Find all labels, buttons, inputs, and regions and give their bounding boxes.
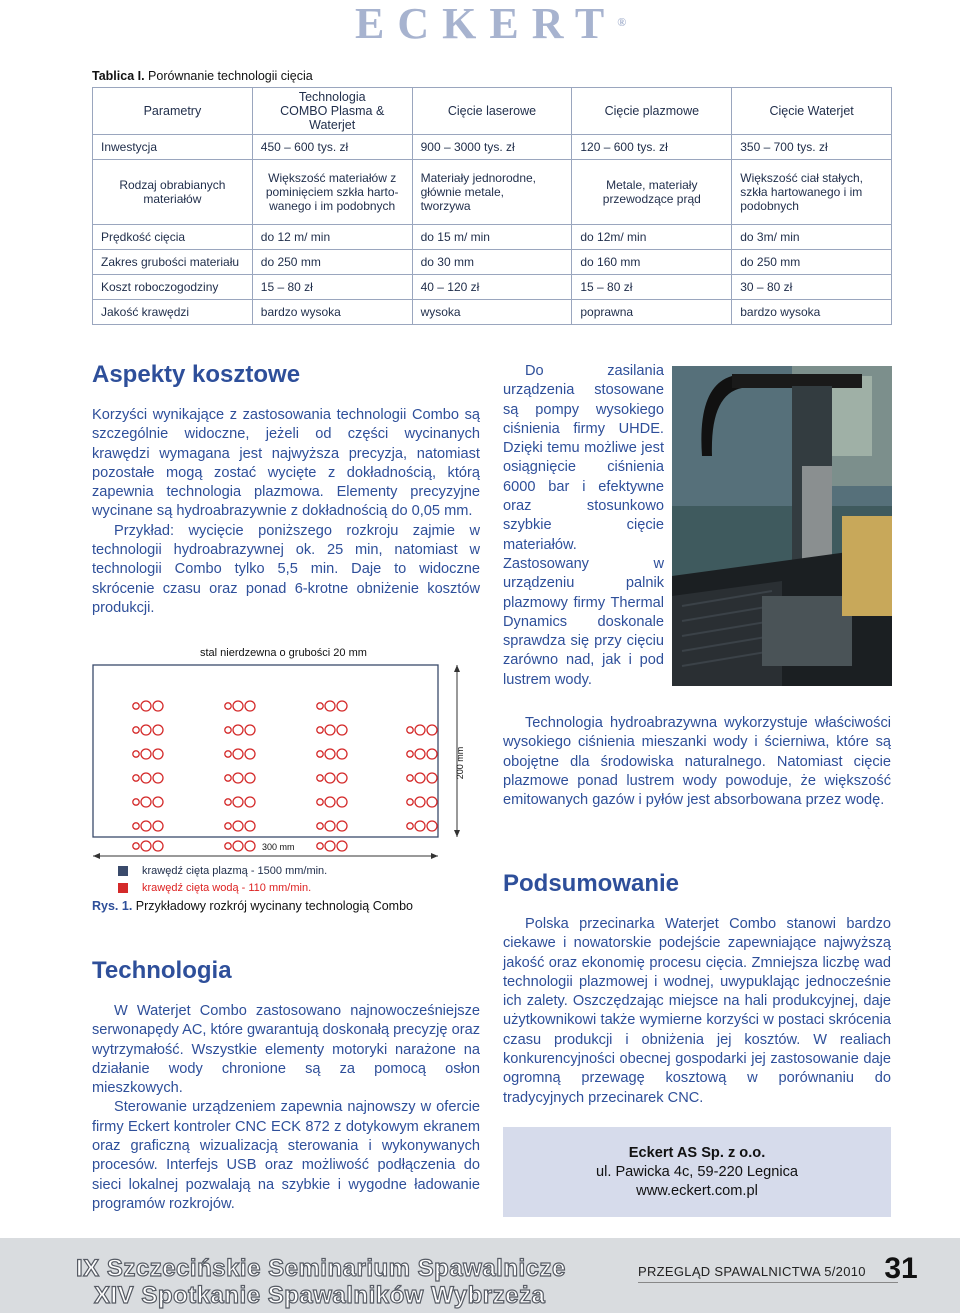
large-hole bbox=[325, 821, 335, 831]
paragraph: Polska przecinarka Waterjet Combo stanowi bardzo ciekawe i nowatorskie podejście zapewniające najwyższą jakość oraz ekonomię procesu cięcia. Zmniejsza liczbę wad technologii plazmowej i wodnej, uwypuklając jednocześnie ich zalety. Oszczędzając miejsce na hali produkcyjnej, daje użytkownikowi także wymierne korzyści w postaci skrócenia czasu produkcji i obniżenia jej kosztów. W realiach konkurencyjności obecnej gospodarki jej zastosowanie daje ogromną przewagę kosztową w porównaniu do tradycyjnych przecinarek CNC. bbox=[503, 916, 891, 1106]
company-website: www.eckert.com.pl bbox=[636, 1182, 758, 1199]
header-cell: Cięcie Waterjet bbox=[732, 88, 892, 135]
section-heading-technologia: Technologia bbox=[92, 957, 232, 984]
paragraph: Przykład: wycięcie poniższego rozkroju zajmie w technologii hydroabrazywnej ok. 25 min, natomiast w technologii Combo tylko 5,5 min. Daje to widoczne skrócenie czasu oraz ponad 6-krotne obniżenie kosztów produkcji. bbox=[92, 522, 480, 616]
figure-caption-text: Przykładowy rozkrój wycinany technologią Combo bbox=[132, 899, 413, 913]
large-hole bbox=[427, 749, 437, 759]
small-hole bbox=[225, 703, 231, 709]
large-hole bbox=[233, 797, 243, 807]
large-hole bbox=[325, 725, 335, 735]
eckert-logo bbox=[355, 2, 625, 46]
table-cell: do 160 mm bbox=[572, 250, 732, 275]
table-cell: 450 – 600 tys. zł bbox=[252, 135, 412, 160]
figure-title: stal nierdzewna o grubości 20 mm bbox=[200, 647, 367, 659]
table-cell: do 12m/ min bbox=[572, 225, 732, 250]
large-hole bbox=[233, 841, 243, 851]
large-hole bbox=[141, 701, 151, 711]
small-hole bbox=[317, 751, 323, 757]
small-hole bbox=[225, 727, 231, 733]
registered-mark: ® bbox=[617, 15, 627, 29]
cutting-layout-figure bbox=[92, 662, 462, 852]
large-hole bbox=[325, 701, 335, 711]
large-hole bbox=[427, 821, 437, 831]
table-caption-number: Tablica I. bbox=[92, 69, 145, 83]
large-hole bbox=[325, 797, 335, 807]
page-number: 31 bbox=[884, 1252, 918, 1285]
large-hole bbox=[427, 725, 437, 735]
table-cell: do 3m/ min bbox=[732, 225, 892, 250]
legend-label-plasma: krawędź cięta plazmą - 1500 mm/min. bbox=[142, 864, 328, 877]
large-hole bbox=[141, 773, 151, 783]
small-hole bbox=[225, 775, 231, 781]
table-cell: do 250 mm bbox=[252, 250, 412, 275]
table-cell: 15 – 80 zł bbox=[572, 275, 732, 300]
header-cell: Technologia COMBO Plasma & Waterjet bbox=[252, 88, 412, 135]
large-hole bbox=[245, 797, 255, 807]
large-hole bbox=[153, 701, 163, 711]
small-hole bbox=[317, 799, 323, 805]
table-caption bbox=[92, 69, 313, 83]
machine-photo bbox=[672, 366, 892, 686]
large-hole bbox=[415, 821, 425, 831]
large-hole bbox=[325, 749, 335, 759]
figure-caption-number: Rys. 1. bbox=[92, 899, 133, 913]
large-hole bbox=[415, 749, 425, 759]
large-hole bbox=[337, 821, 347, 831]
large-hole bbox=[337, 841, 347, 851]
table-cell: 30 – 80 zł bbox=[732, 275, 892, 300]
table-cell: 120 – 600 tys. zł bbox=[572, 135, 732, 160]
table-cell: Metale, materiały przewodzące prąd bbox=[572, 160, 732, 225]
figure-caption bbox=[92, 899, 413, 913]
technologia-text bbox=[92, 1002, 480, 1214]
small-hole bbox=[407, 727, 413, 733]
large-hole bbox=[153, 773, 163, 783]
large-hole bbox=[141, 725, 151, 735]
sheet-outline bbox=[93, 665, 438, 837]
table-row bbox=[93, 225, 892, 250]
small-hole bbox=[407, 799, 413, 805]
arrow-head bbox=[454, 830, 460, 837]
table-cell: wysoka bbox=[412, 300, 572, 325]
table-row bbox=[93, 275, 892, 300]
table-cell: bardzo wysoka bbox=[252, 300, 412, 325]
table-row bbox=[93, 135, 892, 160]
large-hole bbox=[415, 725, 425, 735]
large-hole bbox=[337, 725, 347, 735]
small-hole bbox=[317, 775, 323, 781]
right-text-narrow bbox=[503, 362, 664, 690]
table-caption-text: Porównanie technologii cięcia bbox=[144, 69, 313, 83]
large-hole bbox=[141, 749, 151, 759]
large-hole bbox=[233, 773, 243, 783]
small-hole bbox=[133, 799, 139, 805]
aspekty-text bbox=[92, 406, 480, 618]
large-hole bbox=[153, 725, 163, 735]
row-label: Prędkość cięcia bbox=[93, 225, 253, 250]
header-cell: Cięcie plazmowe bbox=[572, 88, 732, 135]
table-cell: Materiały jednorodne, głównie metale, tworzywa bbox=[412, 160, 572, 225]
legend-item-plasma bbox=[118, 862, 327, 879]
large-hole bbox=[233, 821, 243, 831]
small-hole bbox=[133, 843, 139, 849]
legend-swatch-plasma bbox=[118, 866, 128, 876]
small-hole bbox=[225, 843, 231, 849]
table-cell: Większość ciał stałych, szkła hartowanego i im podobnych bbox=[732, 160, 892, 225]
row-label: Zakres grubości materiału bbox=[93, 250, 253, 275]
table-cell: 15 – 80 zł bbox=[252, 275, 412, 300]
row-label: Jakość krawędzi bbox=[93, 300, 253, 325]
small-hole bbox=[317, 823, 323, 829]
table-cell: do 12 m/ min bbox=[252, 225, 412, 250]
small-hole bbox=[133, 823, 139, 829]
arrow-head bbox=[431, 853, 438, 859]
magazine-name: PRZEGLĄD SPAWALNICTWA 5/2010 bbox=[638, 1264, 866, 1279]
paragraph: W Waterjet Combo zastosowano najnowocześniejsze serwonapędy AC, które gwarantują doskonałą precyzję oraz wytrzymałość. Wszystkie elementy motoryki narażone na działanie wody chronione są za pomocą osłon mieszkowych. bbox=[92, 1003, 480, 1097]
table-row bbox=[93, 250, 892, 275]
large-hole bbox=[245, 701, 255, 711]
paragraph: Korzyści wynikające z zastosowania technologii Combo są szczególnie widoczne, jeżeli od części wycinanych krawędzi wymagana jest najwyższa precyzja, natomiast pozostałe mogą zostać wycięte z dokładnością, którą zapewnia technologia plazmowa. Elementy precyzyjne wycinane są hydroabrazywnie z dokładnością do 0,05 mm. bbox=[92, 407, 480, 520]
large-hole bbox=[337, 773, 347, 783]
large-hole bbox=[233, 701, 243, 711]
large-hole bbox=[245, 841, 255, 851]
width-dimension-line bbox=[92, 852, 442, 860]
large-hole bbox=[325, 841, 335, 851]
width-dimension-label: 300 mm bbox=[262, 842, 295, 852]
company-info-box bbox=[503, 1127, 891, 1217]
height-dimension-label: 200 mm bbox=[455, 746, 465, 780]
table-row bbox=[93, 300, 892, 325]
header-cell: Parametry bbox=[93, 88, 253, 135]
large-hole bbox=[233, 749, 243, 759]
paragraph: Sterowanie urządzeniem zapewnia najnowszy w ofercie firmy Eckert kontroler CNC ECK 872 z dotykowym ekranem oraz graficzną wizualizacją sterowania i wykonywanych procesów. Interfejs USB oraz możliwość podłączenia do sieci lokalnej pozwalają na szybkie i wygodne ładowanie programów rozkrojów. bbox=[92, 1099, 480, 1212]
logo-text: ECKERT bbox=[355, 0, 618, 48]
large-hole bbox=[141, 797, 151, 807]
legend-item-water bbox=[118, 879, 327, 896]
row-label: Rodzaj obrabianych materiałów bbox=[93, 160, 253, 225]
table-cell: do 15 m/ min bbox=[412, 225, 572, 250]
large-hole bbox=[245, 773, 255, 783]
row-label: Koszt roboczogodziny bbox=[93, 275, 253, 300]
small-hole bbox=[407, 823, 413, 829]
large-hole bbox=[427, 773, 437, 783]
small-hole bbox=[317, 703, 323, 709]
large-hole bbox=[141, 841, 151, 851]
company-address: ul. Pawicka 4c, 59-220 Legnica bbox=[595, 1163, 798, 1180]
small-hole bbox=[407, 751, 413, 757]
large-hole bbox=[153, 841, 163, 851]
large-hole bbox=[141, 821, 151, 831]
large-hole bbox=[233, 725, 243, 735]
legend-label-water: krawędź cięta wodą - 110 mm/min. bbox=[142, 881, 312, 894]
large-hole bbox=[245, 821, 255, 831]
table-cell: poprawna bbox=[572, 300, 732, 325]
large-hole bbox=[337, 749, 347, 759]
large-hole bbox=[153, 797, 163, 807]
company-name: Eckert AS Sp. z o.o. bbox=[628, 1144, 766, 1161]
header-cell: Cięcie laserowe bbox=[412, 88, 572, 135]
large-hole bbox=[325, 773, 335, 783]
large-hole bbox=[245, 749, 255, 759]
small-hole bbox=[133, 751, 139, 757]
table-cell: 350 – 700 tys. zł bbox=[732, 135, 892, 160]
legend-swatch-water bbox=[118, 883, 128, 893]
table-row bbox=[93, 160, 892, 225]
small-hole bbox=[317, 843, 323, 849]
table-cell: bardzo wysoka bbox=[732, 300, 892, 325]
table-cell: 40 – 120 zł bbox=[412, 275, 572, 300]
small-hole bbox=[225, 799, 231, 805]
small-hole bbox=[133, 703, 139, 709]
small-hole bbox=[225, 823, 231, 829]
hole-pattern bbox=[133, 701, 437, 851]
large-hole bbox=[337, 797, 347, 807]
large-hole bbox=[427, 797, 437, 807]
small-hole bbox=[133, 775, 139, 781]
footer-event-line2: XIV Spotkanie Spawalników Wybrzeża bbox=[94, 1282, 546, 1309]
small-hole bbox=[225, 751, 231, 757]
footer-event-line1: IX Szczecińskie Seminarium Spawalnicze bbox=[76, 1255, 566, 1282]
arrow-head bbox=[454, 665, 460, 672]
table-cell: 900 – 3000 tys. zł bbox=[412, 135, 572, 160]
large-hole bbox=[415, 797, 425, 807]
large-hole bbox=[153, 821, 163, 831]
large-hole bbox=[153, 749, 163, 759]
small-hole bbox=[407, 775, 413, 781]
figure-legend bbox=[118, 862, 327, 896]
paragraph: Do zasilania urządzenia stosowane są pompy wysokiego ciśnienia firmy UHDE. Dzięki temu możliwe jest osiągnięcie ciśnienia 6000 bar i efektywne oraz stosunkowo szybkie cięcie materiałów. Zastosowany w urządzeniu palnik plazmowy firmy Thermal Dynamics doskonale sprawdza się przy cięciu zarówno nad, jak i pod lustrem wody. bbox=[503, 363, 664, 688]
paragraph: Technologia hydroabrazywna wykorzystuje właściwości wysokiego ciśnienia mieszanki wody i ścierniwa, które są obojętne dla środowiska naturalnego. Natomiast cięcie plazmowe ponad lustrem wody powoduje, że większość emitowanych gazów i pyłów jest absorbowana przez wodę. bbox=[503, 715, 891, 809]
table-header-row bbox=[93, 88, 892, 135]
row-label: Inwestycja bbox=[93, 135, 253, 160]
large-hole bbox=[415, 773, 425, 783]
arrow-head bbox=[93, 853, 100, 859]
small-hole bbox=[317, 727, 323, 733]
table-cell: Większość materiałów z pominięciem szkła harto-wanego i im podobnych bbox=[252, 160, 412, 225]
large-hole bbox=[337, 701, 347, 711]
table-cell: do 30 mm bbox=[412, 250, 572, 275]
section-heading-podsumowanie: Podsumowanie bbox=[503, 870, 680, 897]
table-cell: do 250 mm bbox=[732, 250, 892, 275]
podsumowanie-text bbox=[503, 915, 891, 1108]
section-heading-aspekty: Aspekty kosztowe bbox=[92, 361, 301, 388]
small-hole bbox=[133, 727, 139, 733]
comparison-table bbox=[92, 87, 892, 325]
right-text-wide bbox=[503, 714, 891, 810]
large-hole bbox=[245, 725, 255, 735]
